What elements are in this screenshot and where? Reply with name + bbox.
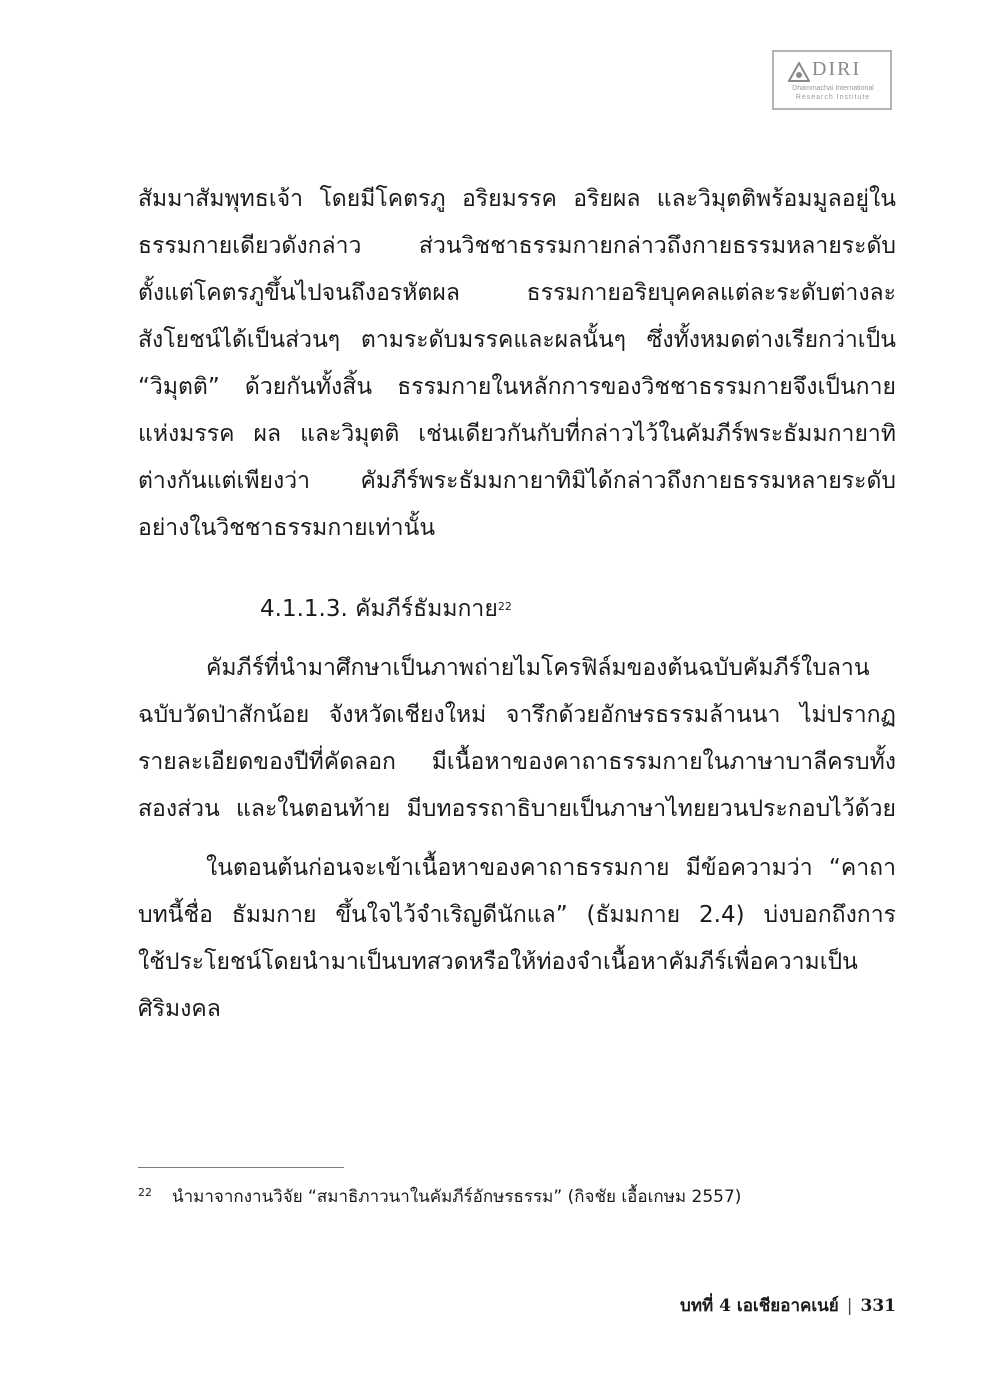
text-line: แห่งมรรค ผล และวิมุตติ เช่นเดียวกันกับที่กล่าวไว้ในคัมภีร์พระธัมมกายาทิ [138,421,896,447]
diri-logo [772,50,892,110]
chapter-title: บทที่ 4 เอเชียอาคเนย์ [680,1296,839,1316]
section-heading [260,592,512,626]
text-line: ใช้ประโยชน์โดยนำมาเป็นบทสวดหรือให้ท่องจำเนื้อหาคัมภีร์เพื่อความเป็น [138,949,858,975]
footer-separator: | [846,1296,853,1316]
text-line: ตั้งแต่โคตรภูขึ้นไปจนถึงอรหัตผล ธรรมกายอริยบุคคลแต่ละระดับต่างละ [138,280,896,306]
section-heading-text: 4.1.1.3. คัมภีร์ธัมมกาย [260,596,498,622]
text-line: “วิมุตติ” ด้วยกันทั้งสิ้น ธรรมกายในหลักการของวิชชาธรรมกายจึงเป็นกาย [138,374,896,400]
page-number: 331 [860,1296,896,1316]
text-line: ศิริมงคล [138,996,221,1022]
text-line: ฉบับวัดป่าสักน้อย จังหวัดเชียงใหม่ จารึกด้วยอักษรธรรมล้านนา ไม่ปรากฏ [138,702,896,728]
footnote-divider [138,1167,344,1168]
text-line: สัมมาสัมพุทธเจ้า โดยมีโคตรภู อริยมรรค อริยผล และวิมุตติพร้อมมูลอยู่ใน [138,186,896,212]
text-line: ในตอนต้นก่อนจะเข้าเนื้อหาของคาถาธรรมกาย มีข้อความว่า “คาถา [206,855,896,881]
text-line: สองส่วน และในตอนท้าย มีบทอรรถาธิบายเป็นภาษาไทยยวนประกอบไว้ด้วย [138,796,896,822]
text-line: คัมภีร์ที่นำมาศึกษาเป็นภาพถ่ายไมโครฟิล์มของต้นฉบับคัมภีร์ใบลาน [206,655,870,681]
logo-wordmark: DIRI [812,58,862,80]
text-line: ต่างกันแต่เพียงว่า คัมภีร์พระธัมมกายาทิมิได้กล่าวถึงกายธรรมหลายระดับ [138,468,896,494]
footnote-reference: 22 [497,600,512,613]
triangle-logo-icon [788,62,810,82]
text-line: ธรรมกายเดียวดังกล่าว ส่วนวิชชาธรรมกายกล่าวถึงกายธรรมหลายระดับ [138,233,896,259]
footnote-number: 22 [138,1186,152,1199]
text-line: รายละเอียดของปีที่คัดลอก มีเนื้อหาของคาถาธรรมกายในภาษาบาลีครบทั้ง [138,749,896,775]
text-line: สังโยชน์ได้เป็นส่วนๆ ตามระดับมรรคและผลนั้นๆ ซึ่งทั้งหมดต่างเรียกว่าเป็น [138,327,896,353]
footnote [138,1184,741,1210]
logo-subtitle-line2: Research Institute [795,94,871,101]
page-footer [680,1292,896,1319]
logo-subtitle-line1: Dhammachai International [792,85,874,92]
footnote-text: นำมาจากงานวิจัย “สมาธิภาวนาในคัมภีร์อักษรธรรม” (กิจชัย เอื้อเกษม 2557) [172,1187,742,1207]
text-line: บทนี้ชื่อ ธัมมกาย ขึ้นใจไว้จำเริญดีนักแล” (ธัมมกาย 2.4) บ่งบอกถึงการ [138,902,896,928]
text-line: อย่างในวิชชาธรรมกายเท่านั้น [138,515,436,541]
